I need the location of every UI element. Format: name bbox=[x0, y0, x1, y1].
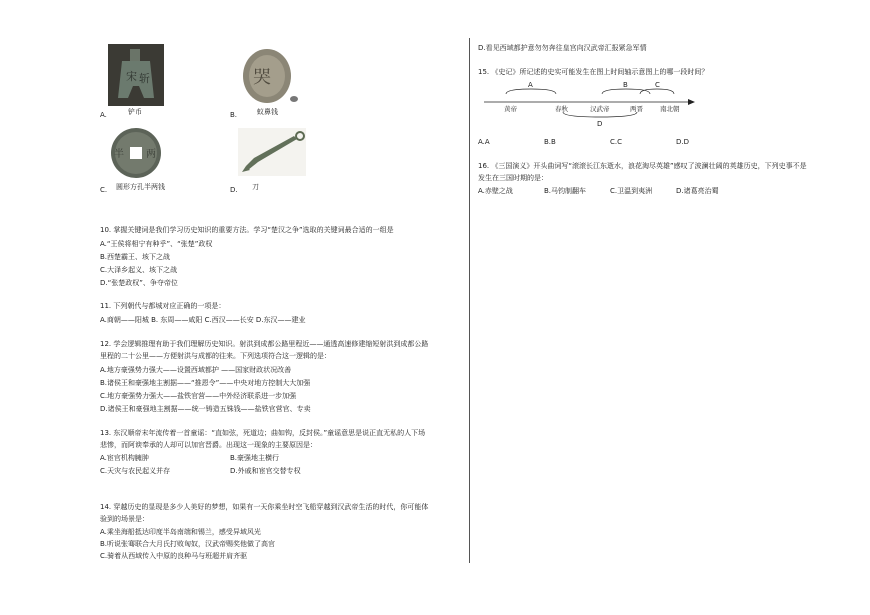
question-stem-line: 里程的二十公里——方便射洪与成都的往来。下列选项符合这一逻辑的是： bbox=[100, 352, 331, 360]
knife-coin-icon bbox=[238, 128, 306, 176]
option-b[interactable]: B.西楚霸王、垓下之战 bbox=[100, 253, 171, 261]
option-b[interactable]: B.诸侯王和豪强地主割据——“推恩令”——中央对地方控制大大加强 bbox=[100, 379, 311, 387]
q9-option-letter: C. bbox=[100, 186, 108, 194]
bracket-label: C bbox=[655, 81, 660, 89]
svg-text:两: 两 bbox=[146, 149, 156, 160]
option-c[interactable]: C.天灾与农民起义并存 bbox=[100, 467, 171, 475]
question-stem-line: 悲惨，而阿谀奉承的人却可以加官晋爵。出现这一现象的主要原因是： bbox=[100, 441, 317, 449]
svg-text:哭: 哭 bbox=[253, 67, 271, 88]
q9-option-letter: B. bbox=[230, 111, 238, 119]
option-d[interactable]: D.外戚和宦官交替专权 bbox=[230, 467, 301, 475]
option-a[interactable]: A.“王侯将相宁有种乎”、“张楚”政权 bbox=[100, 240, 213, 248]
option-b[interactable]: B.B bbox=[544, 138, 556, 146]
option-d[interactable]: D.诸侯王和豪强地主割据——统一铸造五铢钱——盐铁官营官、专卖 bbox=[100, 405, 311, 413]
option-b[interactable]: B.豪强地主横行 bbox=[230, 454, 280, 462]
timeline-label: 黄帝 bbox=[504, 105, 517, 113]
question-stem-line: 12. 学会逻辑推理有助于我们理解历史知识。射洪到成都公路里程近——通透高速修建缩短射洪到成都公路 bbox=[100, 340, 429, 348]
option-a[interactable]: A.乘坐海船抵达印度半岛南端和锡兰，感受异域风光 bbox=[100, 528, 261, 536]
round-square-hole-coin-icon bbox=[108, 126, 164, 180]
question-stem: 11. 下列朝代与都城对应正确的一项是： bbox=[100, 302, 226, 310]
timeline-label: 汉武帝 bbox=[590, 105, 610, 113]
svg-text:宋: 宋 bbox=[126, 70, 137, 83]
timeline-label: 南北朝 bbox=[660, 105, 680, 113]
q9-option-letter: D. bbox=[230, 186, 238, 194]
q9-caption: 圆形方孔半两钱 bbox=[116, 183, 165, 191]
option-c[interactable]: C.骑着从西域传入中原的良种马与班超并肩齐驱 bbox=[100, 552, 248, 560]
option-d[interactable]: D.“张楚政权”、争夺帝位 bbox=[100, 279, 178, 287]
option-d[interactable]: D.D bbox=[676, 138, 690, 146]
q9-caption: 蚁鼻钱 bbox=[257, 108, 278, 116]
option-b[interactable]: B.听说张骞联合大月氏打败匈奴，汉武帝赐奖他做了高官 bbox=[100, 540, 276, 548]
timeline-label: 春秋 bbox=[555, 105, 568, 113]
bracket-label: B bbox=[623, 81, 628, 89]
option-c[interactable]: C.大泽乡起义、垓下之战 bbox=[100, 266, 178, 274]
option-d[interactable]: D.诸葛亮治蜀 bbox=[676, 187, 719, 195]
timeline-diagram bbox=[480, 80, 700, 132]
option-c[interactable]: C.卫温到夷洲 bbox=[610, 187, 653, 195]
option-d[interactable]: D.看见西域都护意勿勿奔往皇宫向汉武帝汇报紧急军情 bbox=[478, 44, 647, 52]
options-row[interactable]: A.商朝——阳城 B. 东周——咸阳 C.西汉——长安 D.东汉——建业 bbox=[100, 316, 306, 324]
svg-text:半: 半 bbox=[114, 149, 124, 160]
option-a[interactable]: A.地方豪强势力强大——设置西域都护 ——国家财政状况改善 bbox=[100, 366, 292, 374]
q9-option-letter: A. bbox=[100, 111, 107, 119]
spade-coin-icon bbox=[108, 44, 164, 106]
column-divider bbox=[469, 38, 470, 563]
question-stem-line: 14. 穿越历史的显现是多少人美好的梦想，如果有一天你乘坐时空飞船穿越到汉武帝生活的时代，你可能体 bbox=[100, 503, 429, 511]
option-a[interactable]: A.A bbox=[478, 138, 490, 146]
option-c[interactable]: C.C bbox=[610, 138, 623, 146]
ant-nose-coin-icon bbox=[240, 47, 300, 105]
question-stem-line: 16. 《三国演义》开头曲词写“滚滚长江东逝水，浪花淘尽英雄”感叹了波澜壮阔的英雄历史，下列史事不是 bbox=[478, 162, 807, 170]
question-stem: 10. 掌握关键词是我们学习历史知识的重要方法。学习“楚汉之争”选取的关键词最合适的一组是 bbox=[100, 226, 394, 234]
option-a[interactable]: A.赤壁之战 bbox=[478, 187, 513, 195]
q9-caption: 铲币 bbox=[128, 108, 142, 116]
question-stem-line: 13. 东汉顺帝末年流传着一首童谣：“直如弦，死道边；曲如钩，反封侯。”童谣意思是说正直无私的人下场 bbox=[100, 429, 426, 437]
option-c[interactable]: C.地方豪强势力强大——盐铁官营——中外经济联系进一步加强 bbox=[100, 392, 297, 400]
option-a[interactable]: A.宦官机构臃肿 bbox=[100, 454, 149, 462]
question-stem-line: 验到的场景是： bbox=[100, 515, 149, 523]
svg-text:斩: 斩 bbox=[139, 72, 150, 85]
bracket-label: D bbox=[597, 120, 603, 128]
question-stem: 15. 《史记》所记述的史实可能发生在图上时间轴示意图上的哪一段时间？ bbox=[478, 68, 709, 76]
question-stem-line: 发生在三国时期的是： bbox=[478, 174, 548, 182]
timeline-label: 两晋 bbox=[630, 105, 643, 113]
bracket-label: A bbox=[528, 81, 533, 89]
option-b[interactable]: B.马钧制翻车 bbox=[544, 187, 587, 195]
q9-caption: 刀 bbox=[252, 183, 259, 191]
